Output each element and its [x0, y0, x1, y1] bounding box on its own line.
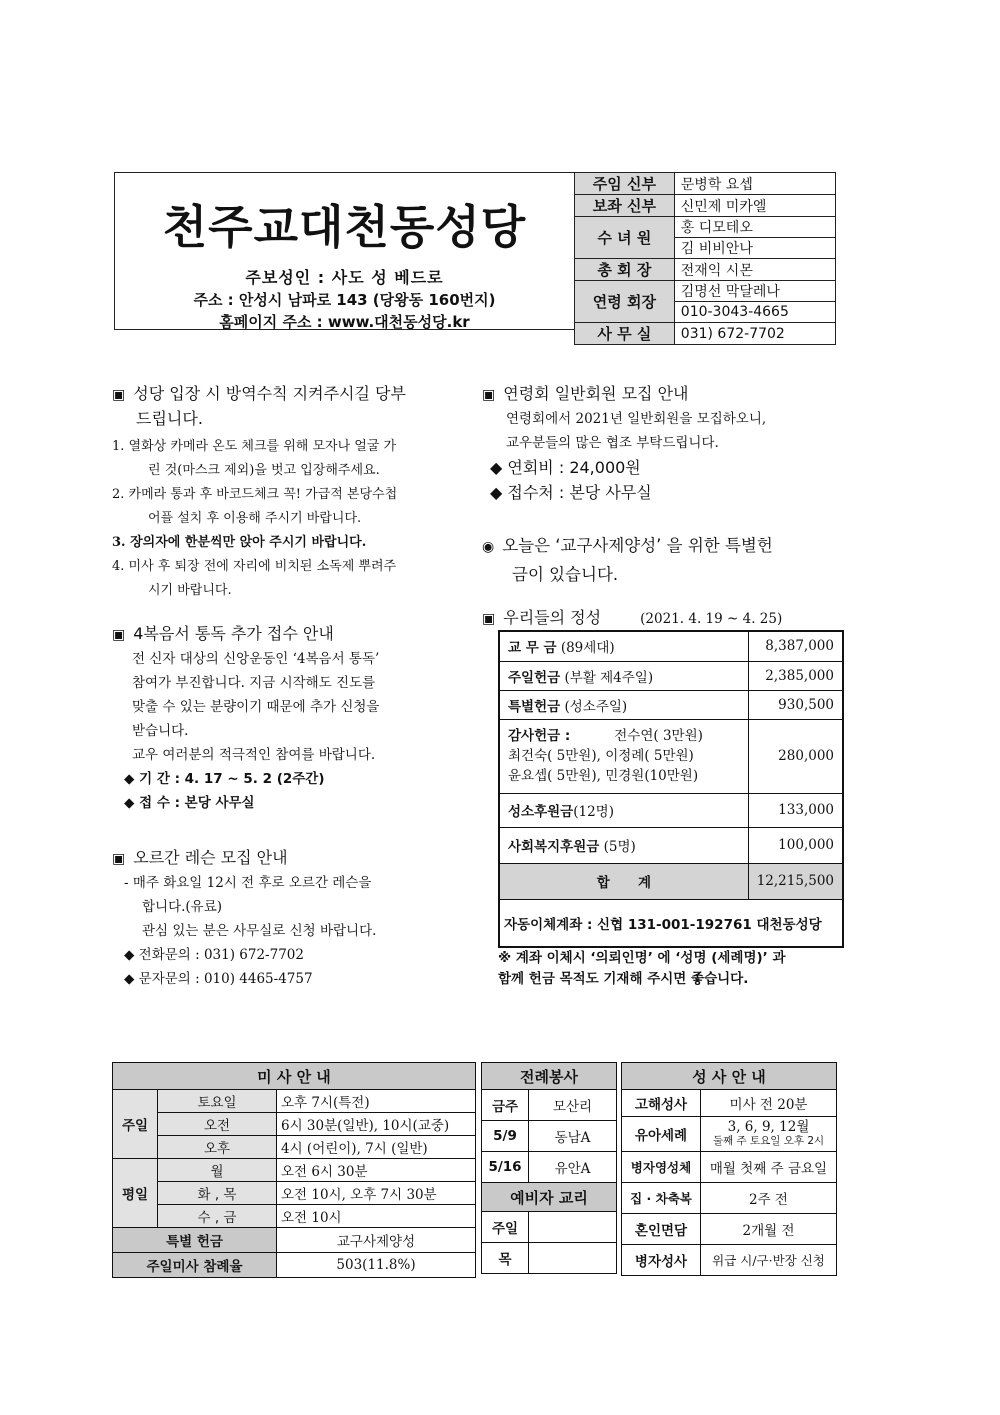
mass-time: 오후 7시(특전): [277, 1090, 476, 1113]
clergy-role: 사 무 실: [575, 323, 675, 345]
clergy-name: 홍 디모테오: [674, 217, 835, 238]
clergy-name: 김 비비안나: [674, 238, 835, 259]
mass-time: 6시 30분(일반), 10시(교중): [277, 1113, 476, 1136]
sacrament-value: 위급 시/구·반장 신청: [701, 1245, 837, 1276]
list-item: [112, 435, 462, 459]
item-text-cont: 린 것(마스크 제외)을 벗고 입장해주세요.: [148, 463, 380, 478]
mass-table: [112, 1062, 476, 1278]
gospel-line: 교우 여러분의 적극적인 참여를 바랍니다.: [132, 747, 376, 763]
table-row: [622, 1214, 837, 1245]
offering-label: 특별헌금: [508, 698, 561, 715]
organ-line: 관심 있는 분은 사무실로 신청 바랍니다.: [142, 923, 377, 939]
table-row: [499, 690, 843, 719]
special-notice-line: 오늘은 ‘교구사제양성’ 을 위한 특별헌: [502, 536, 773, 555]
gospel-line: 맞출 수 있는 분량이기 때문에 추가 신청을: [132, 699, 380, 715]
sacraments-title: 성 사 안 내: [622, 1063, 837, 1090]
table-row: [622, 1090, 837, 1117]
clergy-table: [574, 172, 836, 345]
clergy-row: [575, 195, 836, 217]
transfer-note: ※ 계좌 이체시 ‘의뢰인명’ 에 ‘성명 (세례명)’ 과: [498, 950, 786, 966]
table-row: [622, 1245, 837, 1276]
sacrament-value: 매월 첫째 주 금요일: [701, 1152, 837, 1183]
item-number: 4.: [112, 559, 125, 574]
offering-label: 성소후원금: [508, 804, 574, 820]
organ-title: 오르간 레슨 모집 안내: [133, 848, 288, 867]
parish-name: 천주교대천동성당: [162, 200, 527, 254]
item-text: 열화상 카메라 온도 체크를 위해 모자나 얼굴 가: [128, 439, 397, 454]
table-row: [499, 661, 843, 690]
mass-day: 토요일: [158, 1090, 277, 1113]
organ-section: [112, 846, 462, 991]
table-row: [113, 1136, 476, 1159]
clergy-row: [575, 217, 836, 238]
thanks-donors: 윤요셉( 5만원), 민경원(10만원): [508, 768, 699, 784]
clergy-row: [575, 259, 836, 281]
mass-day: 월: [158, 1159, 277, 1182]
mass-group-label: 평일: [113, 1159, 158, 1228]
altar-date: 5/9: [482, 1121, 529, 1152]
table-row: [482, 1121, 617, 1152]
offering-table: [498, 630, 844, 948]
offering-note: (12명): [573, 804, 614, 820]
sacrament-value: 미사 전 20분: [701, 1090, 837, 1117]
table-row: [113, 1253, 476, 1278]
item-text: 카메라 통과 후 바코드체크 꼭! 가급적 본당수첩: [128, 487, 398, 502]
table-row: [113, 1205, 476, 1228]
clergy-row: [575, 281, 836, 302]
table-row: [622, 1152, 837, 1183]
table-row: [482, 1090, 617, 1121]
table-row: [499, 719, 843, 793]
list-item: [112, 483, 462, 507]
item-number: 3.: [112, 535, 126, 550]
altar-date: 금주: [482, 1090, 529, 1121]
offering-label: 사회복지후원금: [508, 839, 600, 855]
offering-label: 주일헌금: [508, 669, 561, 686]
attendance-value: 503(11.8%): [277, 1253, 476, 1278]
clergy-name: 문병학 요셉: [674, 173, 835, 195]
mass-time: 4시 (어린이), 7시 (일반): [277, 1136, 476, 1159]
offering-amount: 930,500: [748, 690, 843, 719]
sacrament-label: 병자영성체: [622, 1152, 701, 1183]
parish-address: 주소 : 안성시 남파로 143 (당왕동 160번지): [193, 291, 496, 309]
square-bullet-icon: ▣: [112, 851, 126, 867]
table-row: [499, 827, 843, 863]
memorial-title: 연령회 일반회원 모집 안내: [503, 384, 689, 403]
catechism-day: 목: [482, 1243, 529, 1274]
offering-period: (2021. 4. 19 ~ 4. 25): [640, 611, 783, 627]
offering-note-block: [498, 948, 858, 990]
clergy-role: 수 녀 원: [575, 217, 675, 259]
item-number: 2.: [112, 487, 125, 502]
offering-note: (부활 제4주일): [564, 669, 654, 686]
table-row: [482, 1212, 617, 1243]
catechism-day: 주일: [482, 1212, 529, 1243]
altar-group: 동남A: [529, 1121, 617, 1152]
total-label: 합 계: [499, 863, 748, 899]
clergy-name: 신민제 미카엘: [674, 195, 835, 217]
table-row: [113, 1113, 476, 1136]
gospel-section: [112, 622, 462, 815]
clergy-role: 주임 신부: [575, 173, 675, 195]
sacrament-value: 2주 전: [701, 1183, 837, 1214]
table-row: [482, 1243, 617, 1274]
memorial-line: 교우분들의 많은 협조 부탁드립니다.: [506, 435, 719, 451]
item-text-cont: 시기 바랍니다.: [148, 583, 232, 598]
account-row: [499, 899, 843, 947]
special-offering-notice: [482, 532, 842, 589]
clergy-role: 연령 회장: [575, 281, 675, 323]
item-number: 1.: [112, 439, 125, 454]
special-offering-label: 특별 헌금: [113, 1228, 277, 1253]
table-row: [622, 1183, 837, 1214]
mass-day: 화 , 목: [158, 1182, 277, 1205]
list-item: [112, 531, 462, 555]
sacraments-table: [621, 1062, 837, 1276]
clergy-name: 031) 672-7702: [674, 323, 835, 345]
offering-amount: 2,385,000: [748, 661, 843, 690]
sacrament-label: 고해성사: [622, 1090, 701, 1117]
catechism-title: 예비자 교리: [482, 1183, 617, 1212]
square-bullet-icon: ▣: [482, 611, 496, 627]
mass-day: 오후: [158, 1136, 277, 1159]
mass-time: 오전 10시: [277, 1205, 476, 1228]
bank-account: 자동이체계좌 : 신협 131-001-192761 대천동성당: [499, 899, 843, 947]
parish-header: [114, 172, 574, 330]
mass-time: 오전 10시, 오후 7시 30분: [277, 1182, 476, 1205]
altar-date: 5/16: [482, 1152, 529, 1183]
altar-title: 전례봉사: [482, 1063, 617, 1090]
total-row: [499, 863, 843, 899]
offering-note: (성소주일): [564, 698, 628, 715]
gospel-line: 전 신자 대상의 신앙운동인 ‘4복음서 통독’: [132, 651, 380, 667]
memorial-fee: ◆ 연회비 : 24,000원: [490, 458, 641, 477]
offering-note: (5명): [603, 839, 636, 855]
circle-bullet-icon: ◉: [482, 539, 495, 555]
catechism-value: [529, 1243, 617, 1274]
clergy-role: 보좌 신부: [575, 195, 675, 217]
memorial-section: [482, 382, 842, 505]
sacrament-value: 2개월 전: [701, 1214, 837, 1245]
mass-group-label: 주일: [113, 1090, 158, 1159]
table-row: [113, 1182, 476, 1205]
catechism-value: [529, 1212, 617, 1243]
altar-group: 유안A: [529, 1152, 617, 1183]
altar-service-table: [481, 1062, 617, 1274]
mass-time: 오전 6시 30분: [277, 1159, 476, 1182]
offering-amount: 100,000: [748, 827, 843, 863]
offering-note: (89세대): [560, 640, 615, 657]
transfer-note: 함께 헌금 목적도 기재해 주시면 좋습니다.: [498, 971, 749, 987]
sacrament-value-detail: 둘째 주 토요일 오후 2시: [712, 1135, 825, 1147]
sacrament-value: 3, 6, 9, 12월: [727, 1119, 810, 1135]
list-item: [112, 555, 462, 579]
offering-label: 감사헌금 :: [508, 728, 571, 744]
table-row: [113, 1159, 476, 1182]
clergy-name: 전재익 시몬: [674, 259, 835, 281]
quarantine-list: [112, 435, 462, 603]
mass-day: 오전: [158, 1113, 277, 1136]
offering-heading: [482, 606, 842, 631]
gospel-line: 참여가 부진합니다. 지금 시작해도 진도를: [132, 675, 376, 691]
square-bullet-icon: ▣: [482, 387, 496, 403]
table-row: [622, 1117, 837, 1152]
item-text: 미사 후 퇴장 전에 자리에 비치된 소독제 뿌려주: [128, 559, 397, 574]
total-amount: 12,215,500: [748, 863, 843, 899]
offering-amount: 133,000: [748, 793, 843, 827]
offering-amount: 8,387,000: [748, 631, 843, 661]
gospel-period: ◆ 기 간 : 4. 17 ~ 5. 2 (2주간): [124, 771, 325, 787]
offering-label: 교 무 금: [508, 640, 557, 657]
gospel-title: 4복음서 통독 추가 접수 안내: [133, 624, 334, 643]
parish-homepage: 홈페이지 주소 : www.대천동성당.kr: [219, 313, 470, 331]
sacrament-label: 혼인면담: [622, 1214, 701, 1245]
quarantine-title: 성당 입장 시 방역수칙 지켜주시길 당부: [133, 384, 406, 403]
square-bullet-icon: ▣: [112, 627, 126, 643]
gospel-line: 받습니다.: [132, 723, 189, 739]
quarantine-title-cont: 드립니다.: [136, 409, 203, 428]
mass-title: 미 사 안 내: [113, 1063, 476, 1090]
mass-day: 수 , 금: [158, 1205, 277, 1228]
sacrament-label: 병자성사: [622, 1245, 701, 1276]
organ-phone: ◆ 전화문의 : 031) 672-7702: [124, 947, 304, 963]
sacrament-label: 유아세례: [622, 1117, 701, 1152]
table-row: [499, 793, 843, 827]
offering-amount: 280,000: [748, 719, 843, 793]
clergy-row: [575, 323, 836, 345]
clergy-name: 김명선 막달레나: [674, 281, 835, 302]
item-text-cont: 어플 설치 후 이용해 주시기 바랍니다.: [148, 511, 362, 526]
altar-group: 모산리: [529, 1090, 617, 1121]
clergy-role: 총 회 장: [575, 259, 675, 281]
offering-title: 우리들의 정성: [503, 608, 602, 627]
memorial-line: 연령회에서 2021년 일반회원을 모집하오니,: [506, 411, 767, 427]
attendance-label: 주일미사 참례율: [113, 1253, 277, 1278]
clergy-phone: 010-3043-4665: [674, 302, 835, 323]
thanks-donors: 전수연( 3만원): [614, 728, 703, 744]
table-row: [113, 1090, 476, 1113]
special-offering-value: 교구사제양성: [277, 1228, 476, 1253]
square-bullet-icon: ▣: [112, 387, 126, 403]
table-row: [113, 1228, 476, 1253]
sacrament-label: 집 · 차축복: [622, 1183, 701, 1214]
organ-sms: ◆ 문자문의 : 010) 4465-4757: [124, 971, 313, 987]
gospel-apply: ◆ 접 수 : 본당 사무실: [124, 795, 255, 811]
organ-line: 합니다.(유료): [142, 899, 223, 915]
clergy-row: [575, 173, 836, 195]
table-row: [482, 1152, 617, 1183]
organ-line: - 매주 화요일 12시 전 후로 오르간 레슨을: [124, 875, 372, 891]
item-text: 장의자에 한분씩만 앉아 주시기 바랍니다.: [130, 535, 367, 550]
table-row: [499, 631, 843, 661]
special-notice-line: 금이 있습니다.: [512, 565, 619, 584]
memorial-place: ◆ 접수처 : 본당 사무실: [490, 483, 652, 502]
patron-saint: 주보성인 : 사도 성 베드로: [245, 268, 444, 287]
thanks-donors: 최건숙( 5만원), 이정례( 5만원): [508, 748, 694, 764]
quarantine-section: [112, 382, 462, 603]
